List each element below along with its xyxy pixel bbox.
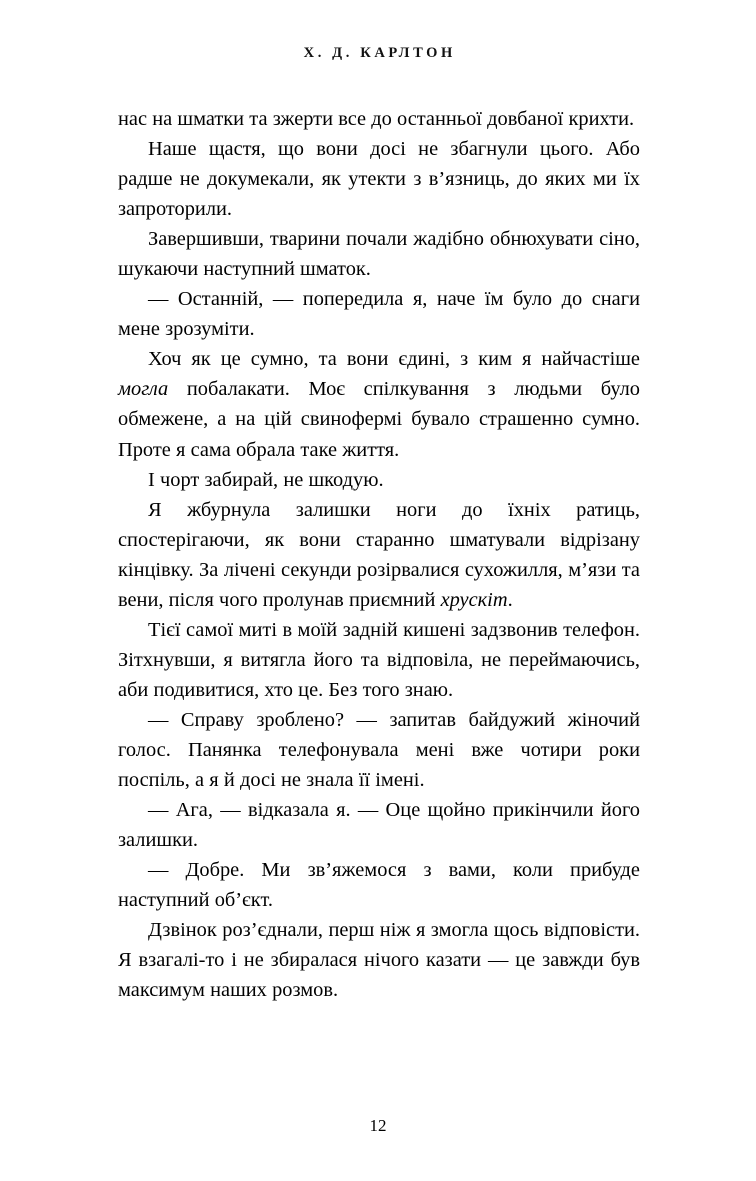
paragraph: — Ага, — відказала я. — Оце щойно прикінчили його залишки. (118, 799, 640, 852)
paragraph: — Справу зроблено? — запитав байдужий жіночий голос. Панянка телефонувала мені вже чотири роки поспіль, а я й досі не знала її імені. (118, 708, 640, 792)
running-head: Х. Д. КАРЛТОН (303, 45, 456, 61)
paragraph: Тієї самої миті в моїй задній кишені задзвонив телефон. Зітхнувши, я витягла його та відповіла, не переймаючись, аби подивитися, хто це. Без того знаю. (118, 618, 640, 701)
paragraph: Завершивши, тварини почали жадібно обнюхувати сіно, шукаючи наступний шматок. (118, 228, 640, 281)
page-number: 12 (369, 1116, 387, 1135)
paragraph: — Добре. Ми зв’яжемося з вами, коли прибуде наступний об’єкт. (118, 859, 640, 912)
paragraph: І чорт забирай, не шкодую. (148, 468, 384, 491)
paragraph: Хоч як це сумно, та вони єдині, з ким я найчастіше могла побалакати. Моє спілкування з людьми було обмежене, а на цій свинофермі бувало страшенно сумно. Проте я сама обрала таке життя. (118, 348, 640, 461)
paragraph: Наше щастя, що вони досі не збагнули цього. Або радше не докумекали, як утекти з в’язниць, до яких ми їх запроторили. (118, 138, 640, 221)
paragraph: — Останній, — попередила я, наче їм було до снаги мене зрозуміти. (118, 288, 640, 341)
paragraph: Дзвінок роз’єднали, перш ніж я змогла щось відповісти. Я взагалі-то і не збиралася нічого казати — це завжди був максимум наших розмов. (118, 919, 640, 1002)
paragraph: нас на шматки та зжерти все до останньої довбаної крихти. (118, 108, 635, 130)
body-text-column (118, 104, 640, 1005)
emphasis-italic: хрускіт (440, 588, 508, 611)
emphasis-italic: могла (118, 378, 169, 401)
paragraph: Я жбурнула залишки ноги до їхніх ратиць, спостерігаючи, як вони старанно шматували відрізану кінцівку. За лічені секунди розірвалися сухожилля, м’язи та вени, після чого пролунав приємний хрускіт. (118, 498, 640, 611)
